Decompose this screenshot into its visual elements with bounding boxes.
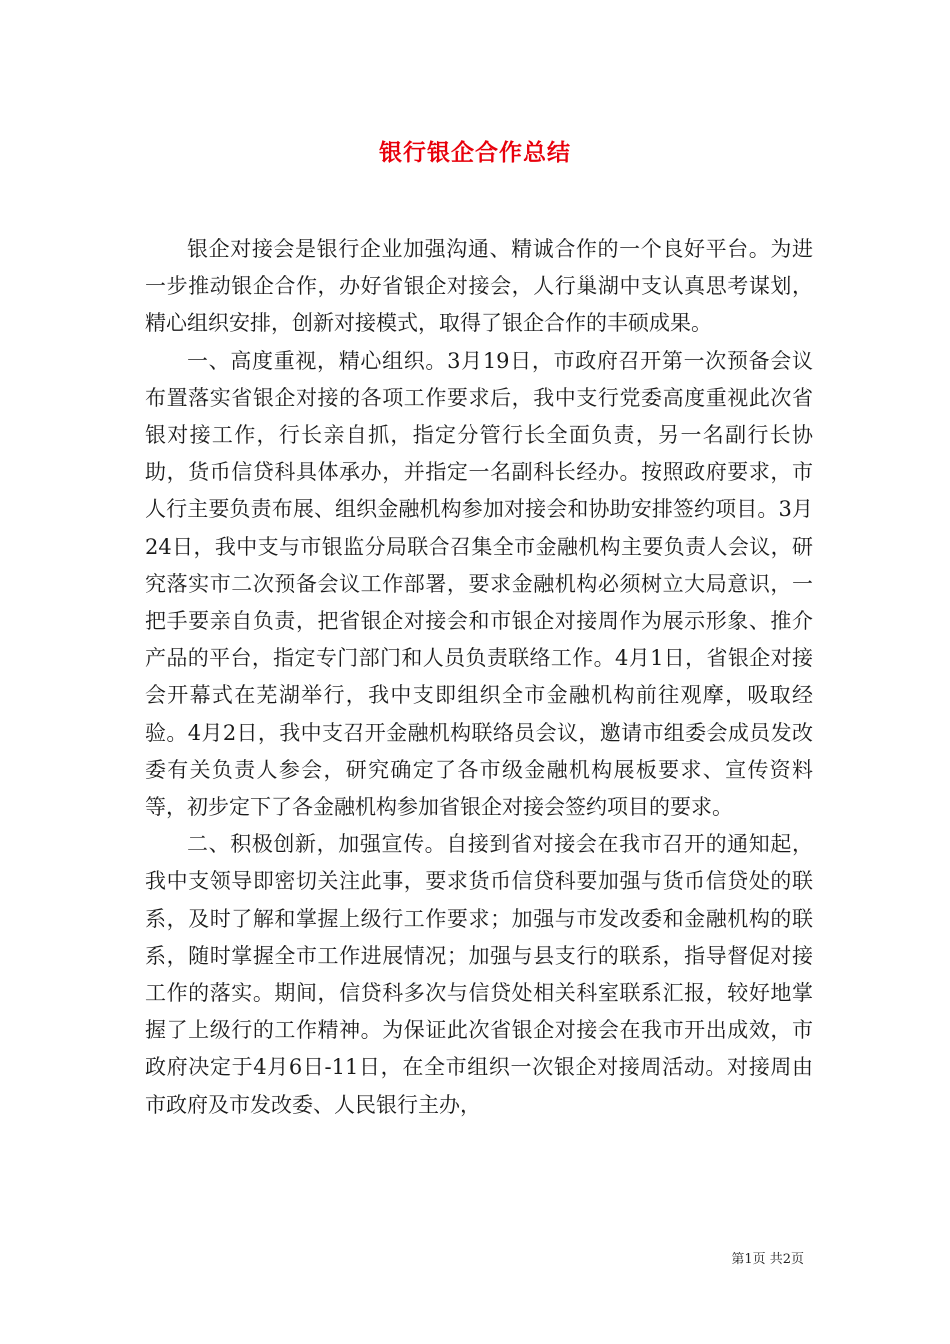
paragraph-intro: 银企对接会是银行企业加强沟通、精诚合作的一个良好平台。为进一步推动银企合作，办好省银企对接会，人行巢湖中支认真思考谋划，精心组织安排，创新对接模式，取得了银企合作的丰硕成果。 xyxy=(145,237,813,336)
document-title: 银行银企合作总结 xyxy=(379,139,571,166)
document-body xyxy=(145,231,813,1124)
paragraph-section-1: 一、高度重视，精心组织。3月19日，市政府召开第一次预备会议布置落实省银企对接的各项工作要求后，我中支行党委高度重视此次省银对接工作，行长亲自抓，指定分管行长全面负责，另一名副行长协助，货币信贷科具体承办，并指定一名副科长经办。按照政府要求，市人行主要负责布展、组织金融机构参加对接会和协助安排签约项目。3月24日，我中支与市银监分局联合召集全市金融机构主要负责人会议，研究落实市二次预备会议工作部署，要求金融机构必须树立大局意识，一把手要亲自负责，把省银企对接会和市银企对接周作为展示形象、推介产品的平台，指定专门部门和人员负责联络工作。4月1日，省银企对接会开幕式在芜湖举行，我中支即组织全市金融机构前往观摩，吸取经验。4月2日，我中支召开金融机构联络员会议，邀请市组委会成员发改委有关负责人参会，研究确定了各市级金融机构展板要求、宣传资料等，初步定下了各金融机构参加省银企对接会签约项目的要求。 xyxy=(145,348,813,820)
page-number: 第1页 共2页 xyxy=(731,1252,804,1267)
paragraph-section-2: 二、积极创新，加强宣传。自接到省对接会在我市召开的通知起，我中支领导即密切关注此事，要求货币信贷科要加强与货币信贷处的联系，及时了解和掌握上级行工作要求；加强与市发改委和金融机构的联系，随时掌握全市工作进展情况；加强与县支行的联系，指导督促对接工作的落实。期间，信贷科多次与信贷处相关科室联系汇报，较好地掌握了上级行的工作精神。为保证此次省银企对接会在我市开出成效，市政府决定于4月6日-11日，在全市组织一次银企对接周活动。对接周由市政府及市发改委、人民银行主办， xyxy=(145,832,813,1117)
